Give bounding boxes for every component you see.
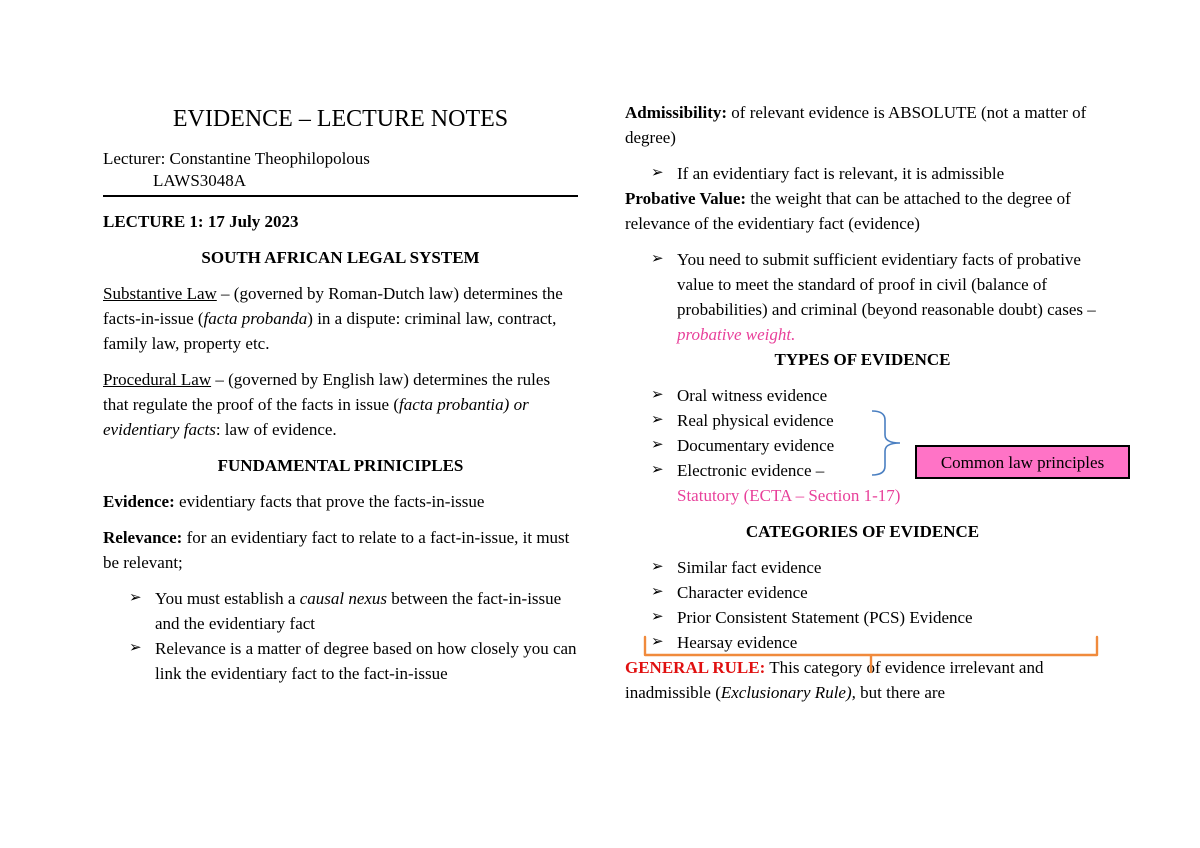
arrow-bullet-icon: ➢ — [651, 387, 664, 403]
categories-heading: CATEGORIES OF EVIDENCE — [745, 522, 980, 541]
admissibility-definition: Admissibility: of relevant evidence is ABSOLUTE (not a matter of degree) — [625, 103, 1087, 147]
arrow-bullet-icon: ➢ — [651, 609, 664, 625]
section-heading: SOUTH AFRICAN LEGAL SYSTEM — [201, 248, 480, 267]
types-heading: TYPES OF EVIDENCE — [774, 350, 951, 369]
substantive-law-paragraph: Substantive Law – (governed by Roman-Dutch law) determines the facts-in-issue (facta probanda) in a dispute: criminal law, contract, family law, property etc. — [103, 284, 563, 353]
list-item: ➢ Electronic evidence – — [625, 458, 1100, 483]
arrow-bullet-icon: ➢ — [129, 590, 142, 606]
evidence-definition: Evidence: evidentiary facts that prove the facts-in-issue — [103, 492, 485, 511]
arrow-bullet-icon: ➢ — [651, 165, 664, 181]
fundamentals-heading: FUNDAMENTAL PRINICIPLES — [217, 456, 464, 475]
list-item: ➢ Character evidence — [625, 580, 1100, 605]
procedural-law-term: Procedural Law — [103, 370, 212, 389]
substantive-law-term: Substantive Law — [103, 284, 217, 303]
types-curly-brace — [872, 411, 900, 475]
arrow-bullet-icon: ➢ — [651, 251, 664, 267]
arrow-bullet-icon: ➢ — [651, 462, 664, 478]
list-item: ➢ Oral witness evidence — [625, 383, 1100, 408]
probative-value-definition: Probative Value: the weight that can be attached to the degree of relevance of the evidentiary fact (evidence) — [625, 189, 1071, 233]
list-item: ➢ Prior Consistent Statement (PCS) Evidence — [625, 605, 1100, 630]
list-item: ➢ Documentary evidence — [625, 433, 1100, 458]
probative-weight-highlight: probative weight. — [677, 325, 796, 344]
list-item: ➢ You need to submit sufficient evidentiary facts of probative value to meet the standard of proof in civil (balance of probabilities) and criminal (beyond reasonable doubt) cases – probative weight. — [625, 247, 1100, 347]
list-item: ➢ Similar fact evidence — [625, 555, 1100, 580]
general-rule-label: GENERAL RULE: — [625, 658, 766, 677]
relevance-definition: Relevance: for an evidentiary fact to relate to a fact-in-issue, it must be relevant; — [103, 528, 570, 572]
list-item: ➢ If an evidentiary fact is relevant, it is admissible — [625, 161, 1100, 186]
lecture-heading: LECTURE 1: 17 July 2023 — [103, 212, 299, 231]
list-item: ➢ Hearsay evidence — [625, 630, 1100, 655]
categories-orange-bracket — [645, 637, 1097, 672]
procedural-law-paragraph: Procedural Law – (governed by English law) determines the rules that regulate the proof of the facts in issue (facta probantia) or evidentiary facts: law of evidence. — [103, 370, 551, 439]
lecturer-line: Lecturer: Constantine Theophilopolous — [103, 149, 370, 168]
arrow-bullet-icon: ➢ — [651, 559, 664, 575]
arrow-bullet-icon: ➢ — [129, 640, 142, 656]
list-item: ➢ You must establish a causal nexus between the fact-in-issue and the evidentiary fact — [103, 586, 578, 636]
statutory-note: Statutory (ECTA – Section 1-17) — [677, 486, 901, 505]
arrow-bullet-icon: ➢ — [651, 584, 664, 600]
document-title: EVIDENCE – LECTURE NOTES — [172, 106, 509, 132]
arrow-bullet-icon: ➢ — [651, 412, 664, 428]
course-code: LAWS3048A — [153, 171, 247, 190]
list-item: ➢ Relevance is a matter of degree based on how closely you can link the evidentiary fact to the fact-in-issue — [103, 636, 578, 686]
arrow-bullet-icon: ➢ — [651, 634, 664, 650]
list-item: ➢ Real physical evidence — [625, 408, 1100, 433]
general-rule-paragraph: GENERAL RULE: This category of evidence irrelevant and inadmissible (Exclusionary Rule), but there are — [625, 658, 1044, 702]
arrow-bullet-icon: ➢ — [651, 437, 664, 453]
common-law-principles-label: Common law principles — [940, 452, 1105, 472]
